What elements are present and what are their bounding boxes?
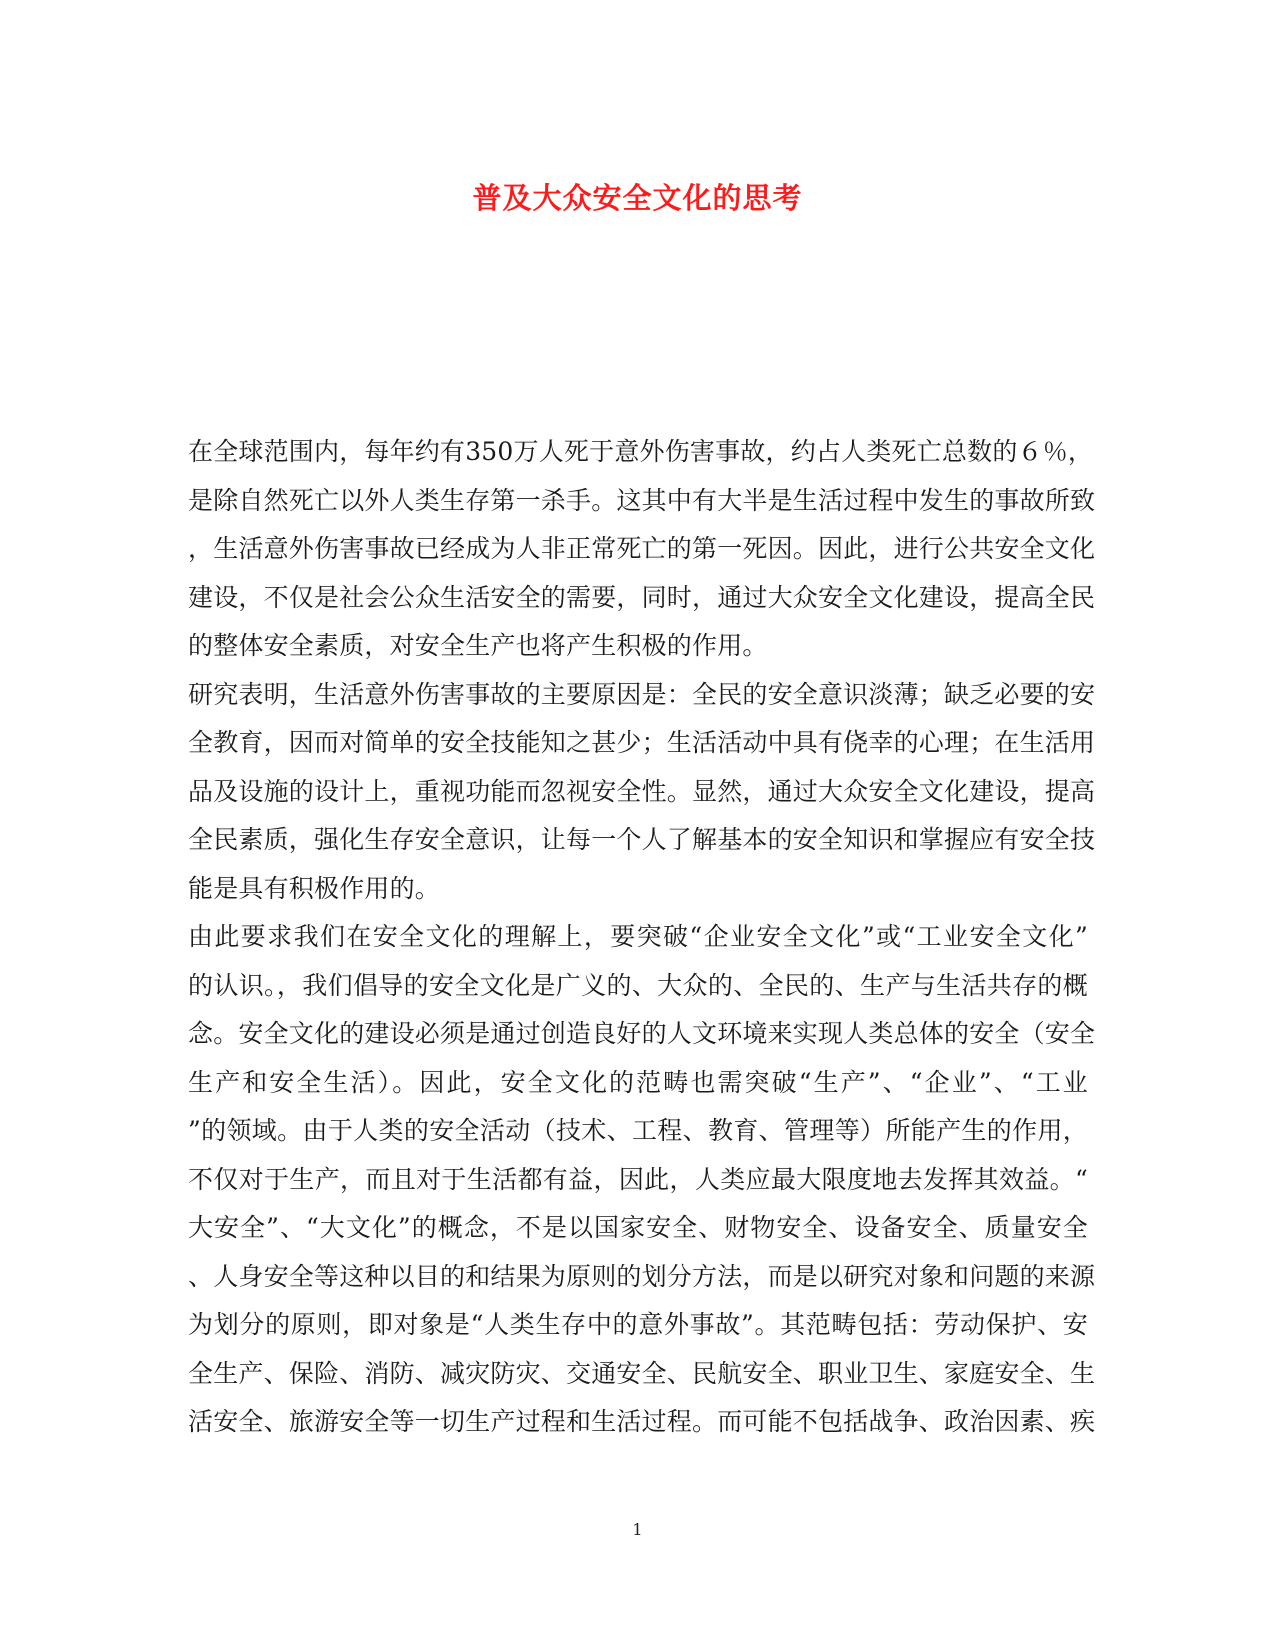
text-line: 品及设施的设计上，重视功能而忽视安全性。显然，通过大众安全文化建设，提高 [188, 776, 1096, 806]
text-line: 不仅对于生产，而且对于生活都有益，因此，人类应最大限度地去发挥其效益。“ [188, 1164, 1088, 1194]
document-body [188, 428, 1096, 1447]
text-line: 全民素质，强化生存安全意识，让每一个人了解基本的安全知识和掌握应有安全技 [188, 825, 1096, 854]
text-line: 念。安全文化的建设必须是通过创造良好的人文环境来实现人类总体的安全（安全 [188, 1019, 1096, 1048]
text-line: 是除自然死亡以外人类生存第一杀手。这其中有大半是生活过程中发生的事故所致 [188, 485, 1096, 515]
text-line: 研究表明，生活意外伤害事故的主要原因是：全民的安全意识淡薄；缺乏必要的安 [188, 679, 1096, 709]
text-line: 全教育，因而对简单的安全技能知之甚少；生活活动中具有侥幸的心理；在生活用 [188, 728, 1096, 757]
text-line: 大安全”、“大文化”的概念，不是以国家安全、财物安全、设备安全、质量安全 [188, 1213, 1088, 1242]
text-line: 活安全、旅游安全等一切生产过程和生活过程。而可能不包括战争、政治因素、疾 [188, 1407, 1096, 1436]
text-line: 生产和安全生活）。因此，安全文化的范畴也需突破“生产”、“企业”、“工业 [188, 1067, 1088, 1097]
text-line: 全生产、保险、消防、减灾防灾、交通安全、民航安全、职业卫生、家庭安全、生 [188, 1358, 1096, 1388]
text-line: ”的领域。由于人类的安全活动（技术、工程、教育、管理等）所能产生的作用， [188, 1116, 1088, 1145]
text-line: 建设，不仅是社会公众生活安全的需要，同时，通过大众安全文化建设，提高全民 [188, 582, 1096, 612]
document-title: 普及大众安全文化的思考 [472, 181, 803, 215]
text-line: 的整体安全素质，对安全生产也将产生积极的作用。 [188, 631, 768, 660]
text-line: 、人身安全等这种以目的和结果为原则的划分方法，而是以研究对象和问题的来源 [188, 1261, 1096, 1291]
text-line: 能是具有积极作用的。 [188, 873, 441, 903]
text-line: 在全球范围内，每年约有350万人死于意外伤害事故，约占人类死亡总数的６％， [188, 437, 1094, 466]
text-line: 由此要求我们在安全文化的理解上，要突破“企业安全文化”或“工业安全文化” [188, 922, 1088, 951]
page-number: 1 [632, 1520, 643, 1539]
text-line: ，生活意外伤害事故已经成为人非正常死亡的第一死因。因此，进行公共安全文化 [188, 534, 1096, 563]
text-line: 的认识。，我们倡导的安全文化是广义的、大众的、全民的、生产与生活共存的概 [188, 970, 1088, 1000]
text-line: 为划分的原则，即对象是“人类生存中的意外事故”。其范畴包括：劳动保护、安 [188, 1310, 1088, 1339]
